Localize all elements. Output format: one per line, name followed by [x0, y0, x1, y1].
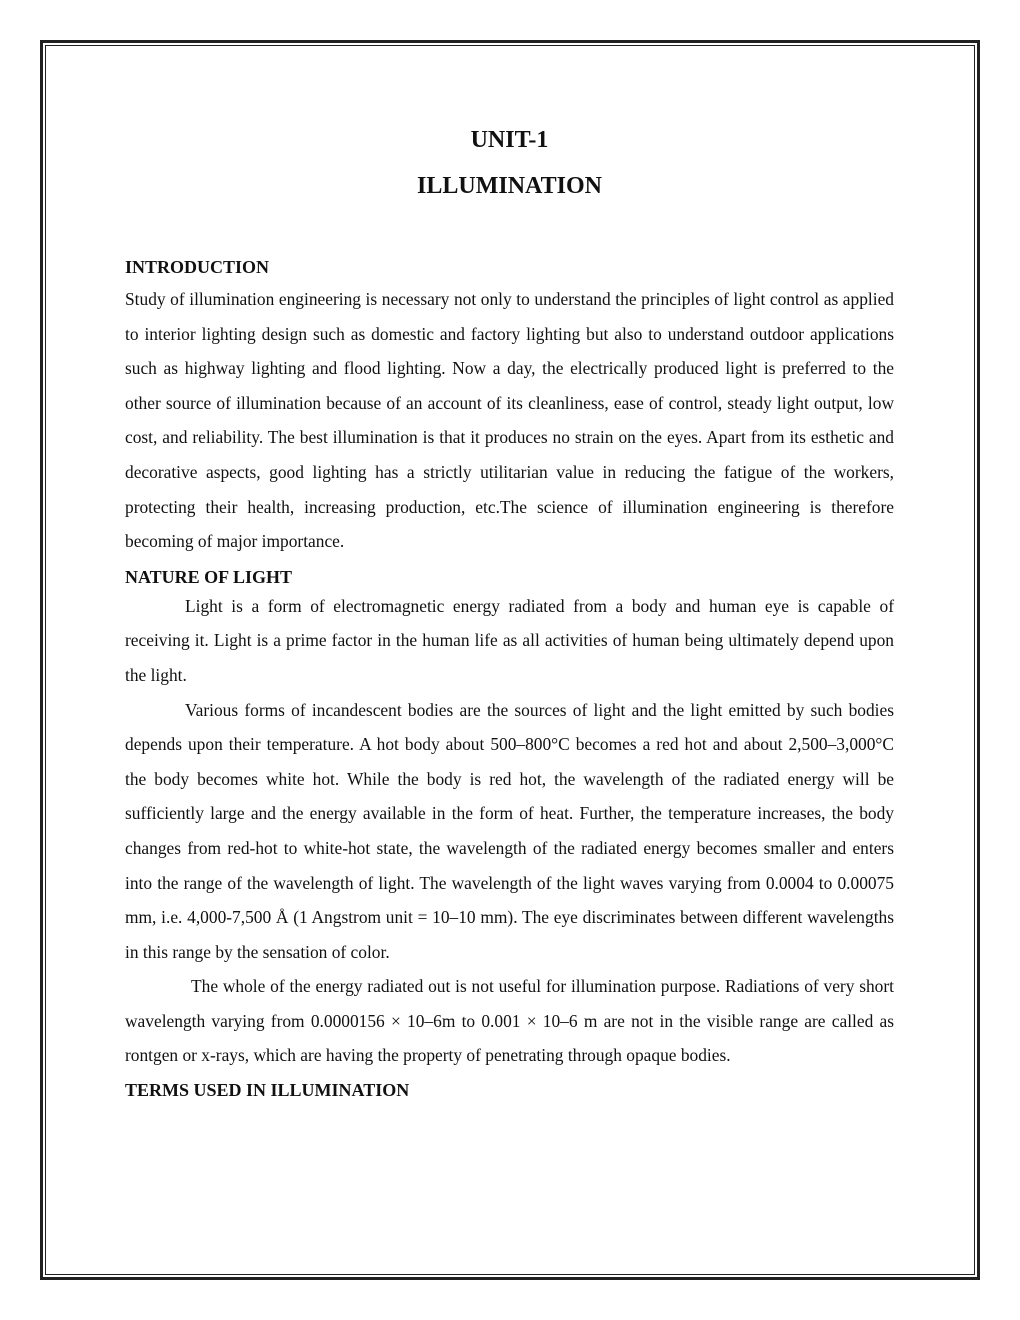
document-title: ILLUMINATION	[417, 173, 602, 199]
terms-heading: TERMS USED IN ILLUMINATION	[125, 1080, 410, 1101]
introduction-paragraph: Study of illumination engineering is necessary not only to understand the principles of light control as applied to interior lighting design such as domestic and factory lighting but also to understand outdoor applications such as highway lighting and flood lighting. Now a day, the electrically produced light is preferred to the other source of illumination because of an account of its cleanliness, ease of control, steady light output, low cost, and reliability. The best illumination is that it produces no strain on the eyes. Apart from its esthetic and decorative aspects, good lighting has a strictly utilitarian value in reducing the fatigue of the workers, protecting their health, increasing production, etc.The science of illumination engineering is therefore becoming of major importance.	[125, 289, 894, 552]
nature-paragraph-1: Light is a form of electromagnetic energy radiated from a body and human eye is capable of receiving it. Light is a prime factor in the human life as all activities of human being ultimately depend upon the light.	[125, 595, 894, 685]
introduction-heading: INTRODUCTION	[125, 257, 270, 277]
nature-paragraph-2: Various forms of incandescent bodies are the sources of light and the light emitted by such bodies depends upon their temperature. A hot body about 500–800°C becomes a red hot and about 2,500–3,000°C the body becomes white hot. While the body is red hot, the wavelength of the radiated energy will be sufficiently large and the energy available in the form of heat. Further, the temperature increases, the body changes from red-hot to white-hot state, the wavelength of the radiated energy becomes smaller and enters into the range of the wavelength of light. The wavelength of the light waves varying from 0.0004 to 0.00075 mm, i.e. 4,000-7,500 Å (1 Angstrom unit = 10–10 mm). The eye discriminates between different wavelengths in this range by the sensation of color.	[125, 699, 894, 962]
unit-title: UNIT-1	[470, 127, 549, 153]
nature-of-light-heading: NATURE OF LIGHT	[125, 566, 293, 587]
nature-paragraph-3: The whole of the energy radiated out is not useful for illumination purpose. Radiations of very short wavelength varying from 0.0000156 × 10–6m to 0.001 × 10–6 m are not in the visible range are called as rontgen or x-rays, which are having the property of penetrating through opaque bodies.	[125, 976, 894, 1066]
page-content	[125, 122, 894, 1105]
